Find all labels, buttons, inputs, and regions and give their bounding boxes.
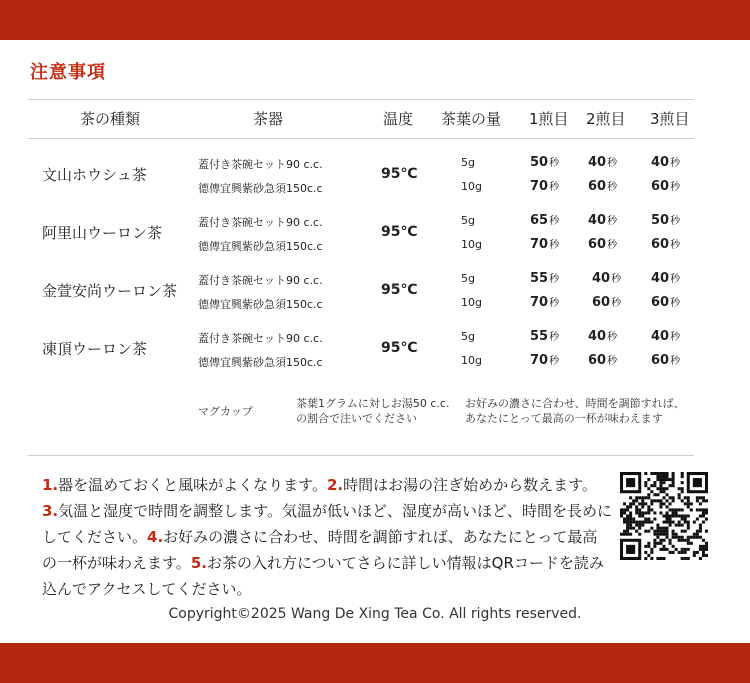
time-unit: 秒 bbox=[549, 274, 560, 285]
mug-ratio-text bbox=[296, 396, 449, 426]
leaf-amount-small: 5g bbox=[461, 156, 475, 169]
leaf-amount-small: 5g bbox=[461, 214, 475, 227]
time-unit: 秒 bbox=[549, 240, 560, 251]
time-value: 65 bbox=[530, 213, 549, 228]
teaware-teapot: 德傳宜興紫砂急須150c.c bbox=[198, 182, 323, 195]
tea-name: 凍頂ウーロン茶 bbox=[42, 340, 148, 358]
page-title: 注意事項 bbox=[30, 62, 106, 83]
time-unit: 秒 bbox=[549, 332, 560, 343]
leaf-amount-large: 10g bbox=[461, 354, 482, 367]
time-value: 70 bbox=[530, 179, 549, 194]
third-brew-time bbox=[651, 270, 680, 286]
second-brew-time bbox=[588, 154, 617, 170]
third-brew-time bbox=[651, 178, 680, 194]
time-value: 40 bbox=[592, 271, 611, 286]
first-brew-time bbox=[530, 294, 559, 310]
time-value: 50 bbox=[651, 213, 670, 228]
third-brew-time bbox=[651, 154, 680, 170]
water-temperature: 95℃ bbox=[381, 340, 418, 356]
brewing-notes bbox=[42, 472, 612, 602]
teaware-cup-set: 蓋付き茶碗セット90 c.c. bbox=[198, 274, 323, 287]
mug-label: マグカップ bbox=[198, 405, 253, 418]
teaware-cup-set: 蓋付き茶碗セット90 c.c. bbox=[198, 332, 323, 345]
time-unit: 秒 bbox=[611, 298, 622, 309]
third-brew-time bbox=[651, 294, 680, 310]
second-brew-time bbox=[588, 328, 617, 344]
time-unit: 秒 bbox=[611, 274, 622, 285]
col-header-teaware: 茶器 bbox=[253, 110, 284, 128]
mug-taste-line: あなたにとって最高の一杯が味わえます bbox=[465, 412, 663, 425]
first-brew-time bbox=[530, 352, 559, 368]
time-unit: 秒 bbox=[549, 158, 560, 169]
second-brew-time bbox=[588, 352, 617, 368]
note-number: 2. bbox=[326, 476, 344, 494]
mug-taste-line: お好みの濃さに合わせ、時間を調節すれば、 bbox=[465, 397, 685, 410]
second-brew-time bbox=[592, 270, 621, 286]
time-value: 60 bbox=[651, 295, 670, 310]
time-value: 70 bbox=[530, 237, 549, 252]
time-value: 60 bbox=[651, 353, 670, 368]
qr-code-image[interactable] bbox=[620, 472, 708, 560]
time-unit: 秒 bbox=[607, 240, 618, 251]
mug-ratio-line: 茶葉1グラムに対しお湯50 c.c. bbox=[296, 397, 450, 410]
time-value: 55 bbox=[530, 271, 549, 286]
time-unit: 秒 bbox=[549, 356, 560, 367]
leaf-amount-large: 10g bbox=[461, 180, 482, 193]
third-brew-time bbox=[651, 236, 680, 252]
water-temperature: 95℃ bbox=[381, 224, 418, 240]
time-unit: 秒 bbox=[670, 274, 681, 285]
time-value: 40 bbox=[651, 155, 670, 170]
note-text: お茶の入れ方についてさらに詳しい情報はQRコードを読み込んでアクセスしてください。 bbox=[42, 554, 604, 598]
col-header-second-brew: 2煎目 bbox=[586, 110, 626, 128]
water-temperature: 95℃ bbox=[381, 166, 418, 182]
col-header-temperature: 温度 bbox=[383, 110, 414, 128]
top-color-band bbox=[0, 0, 750, 40]
col-header-first-brew: 1煎目 bbox=[529, 110, 569, 128]
third-brew-time bbox=[651, 352, 680, 368]
note-number: 4. bbox=[147, 528, 164, 546]
leaf-amount-small: 5g bbox=[461, 272, 475, 285]
first-brew-time bbox=[530, 328, 559, 344]
leaf-amount-large: 10g bbox=[461, 296, 482, 309]
teaware-teapot: 德傳宜興紫砂急須150c.c bbox=[198, 298, 323, 311]
leaf-amount-large: 10g bbox=[461, 238, 482, 251]
time-unit: 秒 bbox=[670, 332, 681, 343]
note-text: 時間はお湯の注ぎ始めから数えます。 bbox=[343, 476, 597, 494]
first-brew-time bbox=[530, 178, 559, 194]
first-brew-time bbox=[530, 270, 559, 286]
time-unit: 秒 bbox=[670, 356, 681, 367]
time-unit: 秒 bbox=[607, 356, 618, 367]
note-text: お好みの濃さに合わせ、時間を調節すれば、あなたにとって最高の一杯が味わえます。 bbox=[42, 528, 598, 572]
note-number: 3. bbox=[42, 502, 59, 520]
time-value: 60 bbox=[588, 237, 607, 252]
note-text: 器を温めておくと風味がよくなります。 bbox=[58, 476, 327, 494]
tea-name: 阿里山ウーロン茶 bbox=[42, 224, 163, 242]
teaware-teapot: 德傳宜興紫砂急須150c.c bbox=[198, 240, 323, 253]
teaware-cup-set: 蓋付き茶碗セット90 c.c. bbox=[198, 216, 323, 229]
copyright-text: Copyright©2025 Wang De Xing Tea Co. All rights reserved. bbox=[168, 606, 582, 622]
tea-name: 金萱安尚ウーロン茶 bbox=[42, 282, 178, 300]
first-brew-time bbox=[530, 154, 559, 170]
time-value: 50 bbox=[530, 155, 549, 170]
time-unit: 秒 bbox=[607, 332, 618, 343]
time-value: 70 bbox=[530, 353, 549, 368]
time-value: 60 bbox=[588, 179, 607, 194]
table-bottom-rule bbox=[28, 455, 694, 456]
time-unit: 秒 bbox=[607, 158, 618, 169]
col-header-tea-type: 茶の種類 bbox=[80, 110, 141, 128]
tea-name: 文山ホウシュ茶 bbox=[42, 166, 147, 184]
teaware-cup-set: 蓋付き茶碗セット90 c.c. bbox=[198, 158, 323, 171]
time-unit: 秒 bbox=[549, 182, 560, 193]
time-unit: 秒 bbox=[670, 216, 681, 227]
water-temperature: 95℃ bbox=[381, 282, 418, 298]
first-brew-time bbox=[530, 212, 559, 228]
table-top-rule bbox=[28, 99, 694, 100]
mug-ratio-line: の割合で注いでください bbox=[296, 412, 417, 425]
time-value: 40 bbox=[588, 155, 607, 170]
col-header-leaf-amount: 茶葉の量 bbox=[441, 110, 502, 128]
note-number: 1. bbox=[42, 476, 59, 494]
bottom-color-band bbox=[0, 643, 750, 683]
time-unit: 秒 bbox=[670, 240, 681, 251]
second-brew-time bbox=[592, 294, 621, 310]
time-value: 60 bbox=[592, 295, 611, 310]
time-value: 60 bbox=[588, 353, 607, 368]
time-value: 70 bbox=[530, 295, 549, 310]
time-unit: 秒 bbox=[670, 158, 681, 169]
time-value: 40 bbox=[588, 213, 607, 228]
table-header-rule bbox=[28, 138, 694, 139]
second-brew-time bbox=[588, 236, 617, 252]
time-unit: 秒 bbox=[607, 182, 618, 193]
time-value: 40 bbox=[651, 329, 670, 344]
time-value: 40 bbox=[651, 271, 670, 286]
second-brew-time bbox=[588, 178, 617, 194]
teaware-teapot: 德傳宜興紫砂急須150c.c bbox=[198, 356, 323, 369]
time-value: 55 bbox=[530, 329, 549, 344]
leaf-amount-small: 5g bbox=[461, 330, 475, 343]
time-unit: 秒 bbox=[549, 216, 560, 227]
time-value: 60 bbox=[651, 237, 670, 252]
third-brew-time bbox=[651, 328, 680, 344]
time-value: 40 bbox=[588, 329, 607, 344]
note-number: 5. bbox=[190, 554, 207, 572]
first-brew-time bbox=[530, 236, 559, 252]
col-header-third-brew: 3煎目 bbox=[650, 110, 690, 128]
third-brew-time bbox=[651, 212, 680, 228]
note-text: 気温と湿度で時間を調整します。気温が低いほど、湿度が高いほど、時間を長めにしてください。 bbox=[42, 502, 612, 546]
second-brew-time bbox=[588, 212, 617, 228]
time-unit: 秒 bbox=[670, 182, 681, 193]
mug-taste-text bbox=[465, 396, 685, 426]
time-unit: 秒 bbox=[549, 298, 560, 309]
time-unit: 秒 bbox=[670, 298, 681, 309]
time-unit: 秒 bbox=[607, 216, 618, 227]
time-value: 60 bbox=[651, 179, 670, 194]
